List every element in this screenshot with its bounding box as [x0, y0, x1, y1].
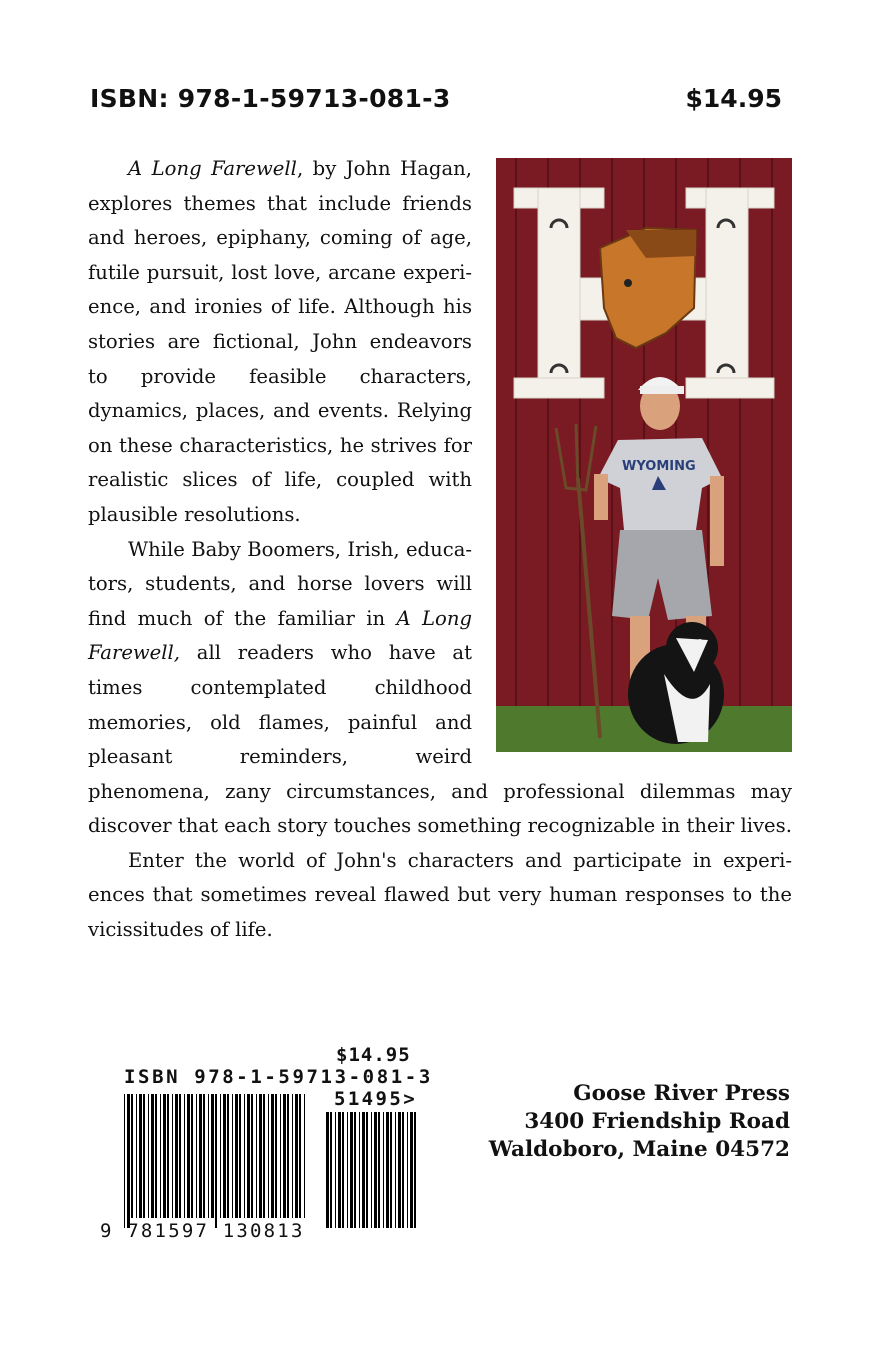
barcode-bar — [191, 1094, 193, 1218]
title-text: A Long Farewell, — [88, 606, 472, 665]
barcode-bar — [354, 1112, 356, 1228]
barcode-bar — [124, 1094, 125, 1228]
isbn-header: ISBN: 978-1-59713-081-3 — [90, 84, 451, 113]
barcode-bar — [163, 1094, 166, 1218]
barcode-bar — [330, 1112, 332, 1228]
barcode-bar — [196, 1094, 197, 1218]
blurb-paragraph-3 — [88, 844, 792, 948]
barcode-bar — [366, 1112, 368, 1228]
barcode-bar — [402, 1112, 404, 1228]
paragraph-text: all readers who have at times contemplated childhood memories, old flames, painful and pleasant reminders, weird phenomena, zany circumstances, and professional dilemmas may discover that each story touches something recognizable in their lives. — [88, 641, 792, 838]
barcode-bar — [179, 1094, 181, 1218]
barcode-bar — [383, 1112, 384, 1228]
barcode-bar — [199, 1094, 202, 1218]
barcode-bar — [251, 1094, 253, 1218]
barcode-bar — [407, 1112, 408, 1228]
barcode-bar — [227, 1094, 229, 1218]
barcode-bar — [263, 1094, 265, 1218]
barcode-bar — [127, 1094, 130, 1228]
barcode-bar — [244, 1094, 245, 1218]
barcode-bar — [299, 1094, 301, 1218]
blurb — [88, 152, 792, 948]
barcode-bar — [151, 1094, 154, 1218]
barcode-bar — [256, 1094, 257, 1218]
barcode-bar — [359, 1112, 360, 1228]
barcode-bar — [187, 1094, 190, 1218]
barcode-bar — [259, 1094, 262, 1218]
barcode-bar — [414, 1112, 416, 1228]
barcode-bar — [131, 1094, 133, 1218]
barcode-bar — [292, 1094, 293, 1218]
publisher-city: Waldoboro, Maine 04572 — [488, 1137, 790, 1162]
barcode-bar — [342, 1112, 344, 1228]
barcode-bar — [283, 1094, 286, 1218]
barcode-block — [100, 1044, 440, 1244]
barcode-addon-digits: 51495> — [334, 1088, 418, 1110]
barcode-bar — [211, 1094, 214, 1218]
barcode-bar — [304, 1094, 305, 1218]
barcode-bar — [395, 1112, 396, 1228]
barcode-bar — [271, 1094, 274, 1218]
barcode-bar — [167, 1094, 169, 1218]
barcode-bar — [235, 1094, 238, 1218]
barcode-bar — [335, 1112, 336, 1228]
barcode-bar — [136, 1094, 137, 1218]
barcode-bar — [148, 1094, 149, 1218]
barcode-bar — [326, 1112, 329, 1228]
barcode-bar — [390, 1112, 392, 1228]
barcode-bar — [374, 1112, 377, 1228]
barcode-bar — [175, 1094, 178, 1218]
barcode-bar — [287, 1094, 289, 1218]
shirt-lettering: WYOMING — [622, 459, 696, 474]
barcode-bar — [280, 1094, 281, 1218]
barcode-bars — [100, 1044, 440, 1244]
barcode-bar — [268, 1094, 269, 1218]
publisher-street: 3400 Friendship Road — [524, 1109, 790, 1134]
barcode-bar — [247, 1094, 250, 1218]
barcode-bar — [386, 1112, 389, 1228]
barcode-bar — [350, 1112, 353, 1228]
barcode-bar — [203, 1094, 205, 1218]
barcode-bar — [347, 1112, 348, 1228]
barcode-bar — [155, 1094, 157, 1218]
barcode-bar — [232, 1094, 233, 1218]
publisher-address — [489, 1080, 790, 1164]
price-header: $14.95 — [685, 84, 782, 113]
barcode-bar — [362, 1112, 365, 1228]
barcode-digits: 9 781597 130813 — [100, 1220, 305, 1242]
barcode-bar — [398, 1112, 401, 1228]
barcode-bar — [208, 1094, 209, 1218]
barcode-bar — [378, 1112, 380, 1228]
barcode-bar — [160, 1094, 161, 1218]
paragraph-text: While Baby Boomers, Irish, educators, students, and horse lovers will find much of the familiar in — [88, 537, 472, 630]
barcode-bar — [295, 1094, 298, 1218]
paragraph-text: Enter the world of John's characters and participate in experiences that sometimes reveal flawed but very human responses to the vicissitudes of life. — [88, 848, 792, 942]
barcode-bar — [139, 1094, 142, 1218]
barcode-bar — [215, 1094, 217, 1228]
barcode-bar — [338, 1112, 341, 1228]
author-photo — [496, 158, 792, 752]
barcode-bar — [220, 1094, 221, 1218]
barcode-bar — [239, 1094, 241, 1218]
barcode-bar — [410, 1112, 413, 1228]
publisher-name: Goose River Press — [573, 1081, 790, 1106]
paragraph-text: , by John Hagan, explores themes that include friends and heroes, epiphany, coming of age, futile pursuit, lost love, arcane experience, and ironies of life. Although his stories are fictional, John endeavors to provide feasible characters, dynamics, places, and events. Relying on these characteristics, he strives for realistic slices of life, coupled with plausible resolutions. — [88, 157, 472, 526]
barcode-bar — [143, 1094, 145, 1218]
barcode-bar — [172, 1094, 173, 1218]
barcode-bar — [371, 1112, 372, 1228]
barcode-bar — [223, 1094, 226, 1218]
barcode-bar — [184, 1094, 185, 1218]
barcode-isbn: ISBN 978-1-59713-081-3 — [124, 1066, 433, 1088]
barcode-price: $14.95 — [336, 1044, 411, 1066]
title-text: A Long Farewell — [128, 157, 297, 180]
barcode-bar — [275, 1094, 277, 1218]
